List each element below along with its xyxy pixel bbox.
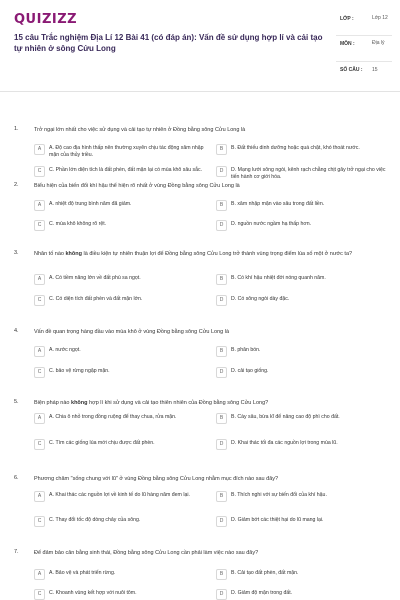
question-text: Phương châm "sống chung với lũ" ở vùng Đồng bằng sông Cửu Long nhằm mục đích nào sau đây? <box>34 476 279 482</box>
option-letter-box: C <box>34 220 45 231</box>
option-letter-box: D <box>216 166 227 177</box>
question-text: Biểu hiện của biến đổi khí hậu thể hiện rõ nhất ở vùng Đồng bằng sông Cửu Long là <box>34 183 240 189</box>
option-text: A. Bảo vệ và phát triển rừng. <box>49 570 116 576</box>
option-letter-box: B <box>216 346 227 357</box>
option-text: D. cải tạo giống. <box>231 368 269 374</box>
option-text: A. Chia ô nhỏ trong đồng ruộng để thay chua, rửa mặn. <box>49 414 177 420</box>
option-text: A. Có tiềm năng lớn về đất phù sa ngọt. <box>49 275 141 281</box>
option-text: B. Cải tạo đất phèn, đất mặn. <box>231 570 299 576</box>
option-letter-box: D <box>216 516 227 527</box>
question-text-post: hợp lí khi sử dụng và cải tạo thiên nhiên của Đồng bằng sông Cửu Long? <box>87 400 269 406</box>
option-letter-box: A <box>34 413 45 424</box>
question-number: 6. <box>14 475 19 481</box>
option-text: C. Tìm các giống lúa mới chịu được đất phèn. <box>49 440 155 446</box>
option-text: D. Mạng lưới sông ngòi, kênh rạch chằng chịt gây trở ngại cho việc tiến hành cơ giới hóa. <box>231 167 386 180</box>
option-letter-box: A <box>34 144 45 155</box>
option-text: A. nước ngọt. <box>49 347 81 353</box>
question-text <box>34 250 386 258</box>
option-text: D. Giảm bớt các thiệt hại do lũ mang lại. <box>231 517 324 523</box>
question-number: 2. <box>14 182 19 188</box>
option-letter-box: A <box>34 491 45 502</box>
meta-count-value: 15 <box>372 67 378 73</box>
question-number: 3. <box>14 250 19 256</box>
option-text: B. Cày sâu, bừa kĩ để nâng cao độ phì cho đất. <box>231 414 340 420</box>
option-letter-box: D <box>216 439 227 450</box>
option-text: B. Đất thiếu dinh dưỡng hoặc quá chặt, khó thoát nước. <box>231 145 360 151</box>
question-text: Vấn đề quan trọng hàng đầu vào mùa khô ở vùng Đồng bằng sông Cửu Long là <box>34 329 230 335</box>
option-letter-box: A <box>34 200 45 211</box>
option-letter-box: B <box>216 274 227 285</box>
question-text: Trở ngại lớn nhất cho việc sử dụng và cải tạo tự nhiên ở Đồng bằng sông Cửu Long là <box>34 127 246 133</box>
option-letter-box: A <box>34 346 45 357</box>
option-letter-box: D <box>216 295 227 306</box>
question-text: Để đảm bảo cân bằng sinh thái, Đồng bằng sông Cửu Long cần phải làm việc nào sau đây? <box>34 550 259 556</box>
meta-subject-value: Địa lý <box>372 40 385 46</box>
question-text-emphasis: không <box>71 400 88 406</box>
option-letter-box: D <box>216 220 227 231</box>
option-letter-box: B <box>216 491 227 502</box>
option-text: A. nhiệt độ trung bình năm đã giảm. <box>49 201 132 207</box>
question-number: 5. <box>14 399 19 405</box>
question-number: 1. <box>14 126 19 132</box>
option-letter-box: B <box>216 200 227 211</box>
option-text: C. Có diện tích đất phèn và đất mặn lớn. <box>49 296 143 302</box>
question-number: 4. <box>14 328 19 334</box>
quizizz-logo: QUIZIZZ <box>14 12 78 27</box>
option-text: C. bảo vệ rừng ngập mặn. <box>49 368 110 374</box>
option-text: B. Thích nghi với sự biến đổi của khí hậu. <box>231 492 327 498</box>
meta-subject-label: MÔN : <box>340 41 355 47</box>
option-letter-box: C <box>34 166 45 177</box>
option-letter-box: C <box>34 516 45 527</box>
option-letter-box: C <box>34 589 45 600</box>
option-text: A. Khai thác các nguồn lợi về kinh tế do lũ hàng năm đem lại. <box>49 492 190 498</box>
option-letter-box: B <box>216 144 227 155</box>
option-text: A. Độ cao địa hình thấp nên thường xuyên chịu tác động xâm nhập mặn của thủy triều. <box>49 145 204 158</box>
option-text: C. Thay đổi tốc độ dòng chảy của sông. <box>49 517 141 523</box>
option-text: D. Có sông ngòi dày đặc. <box>231 296 290 302</box>
meta-divider <box>336 61 392 62</box>
option-letter-box: B <box>216 413 227 424</box>
option-letter-box: C <box>34 295 45 306</box>
worksheet-header <box>0 0 400 92</box>
option-letter-box: D <box>216 589 227 600</box>
option-text: D. Giảm độ mặn trong đất. <box>231 590 293 596</box>
meta-class-label: LỚP : <box>340 16 354 22</box>
question-number: 7. <box>14 549 19 555</box>
question-text-emphasis: không <box>65 251 82 257</box>
meta-class-value: Lớp 12 <box>372 15 388 21</box>
option-letter-box: B <box>216 569 227 580</box>
option-text: B. Có khí hậu nhiệt đới nóng quanh năm. <box>231 275 326 281</box>
option-letter-box: C <box>34 439 45 450</box>
option-text: C. Khoanh vùng kết hợp với nuôi tôm. <box>49 590 137 596</box>
meta-divider <box>336 35 392 36</box>
worksheet-title: 15 câu Trắc nghiệm Địa Lí 12 Bài 41 (có đáp án): Vấn đề sử dụng hợp lí và cải tạo tự nhiên ở sông Cửu Long <box>14 33 323 53</box>
question-text-pre: Nhân tố nào <box>34 251 66 257</box>
option-letter-box: C <box>34 367 45 378</box>
meta-count-label: SỐ CÂU : <box>340 67 363 73</box>
option-text: B. xâm nhập mặn vào sâu trong đất liền. <box>231 201 325 207</box>
option-letter-box: A <box>34 274 45 285</box>
option-letter-box: A <box>34 569 45 580</box>
option-text: D. nguồn nước ngầm hạ thấp hơn. <box>231 221 312 227</box>
option-text: C. Phần lớn diện tích là đất phèn, đất mặn lại có mùa khô sâu sắc. <box>49 167 203 173</box>
option-text: B. phân bón. <box>231 347 261 353</box>
question-text <box>34 399 386 407</box>
option-text: C. mùa khô không rõ rệt. <box>49 221 107 227</box>
question-text-pre: Biện pháp nào <box>34 400 72 406</box>
option-letter-box: D <box>216 367 227 378</box>
option-text: D. Khai thác tối đa các nguồn lợi trong mùa lũ. <box>231 440 338 446</box>
question-text-post: là điều kiện tự nhiên thuận lợi để Đồng bằng sông Cửu Long trở thành vùng trọng điểm lúa số một ở nước ta? <box>82 251 353 257</box>
